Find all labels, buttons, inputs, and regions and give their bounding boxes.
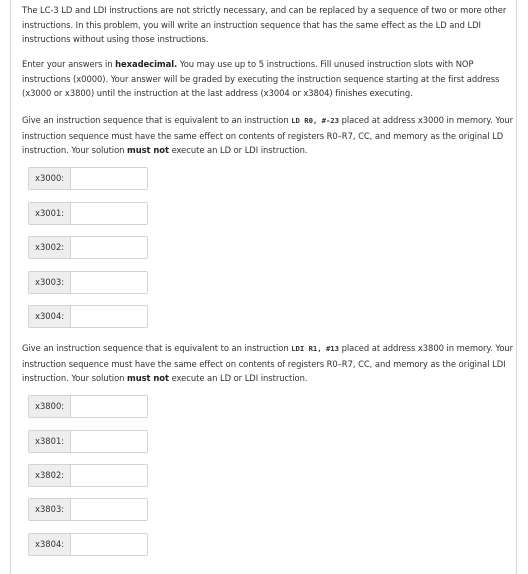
question-1-prompt [22, 113, 514, 158]
address-label: x3004: [29, 306, 71, 327]
question-2-prompt [22, 341, 514, 386]
answer-input-x3803[interactable] [71, 499, 147, 520]
address-label: x3002: [29, 237, 71, 258]
address-label: x3804: [29, 534, 71, 555]
question-1-instruction: LD R0, #-23 [291, 116, 339, 125]
answer-input-x3002[interactable] [71, 237, 147, 258]
answer-input-x3001[interactable] [71, 203, 147, 224]
instructions-text-end: You may use up to 5 instructions. Fill unused instruction slots with NOP instructions (x0000). Your answer will be graded by executing the instruction sequence starting at the first address (x3000 or x3800) until the instruction at the last address (x3004 or x3804) finishes executing. [22, 59, 500, 99]
answer-field-x3804 [28, 533, 148, 556]
answer-input-x3800[interactable] [71, 396, 147, 417]
answer-field-x3002 [28, 236, 148, 259]
hexadecimal-emphasis: hexadecimal. [115, 59, 178, 69]
answer-field-x3001 [28, 202, 148, 225]
instructions-paragraph [22, 57, 514, 101]
question-1-text-b: placed at address x3000 in memory. Your instruction sequence must have the same effect on contents of registers R0–R7, CC, and memory as the original LD instruction. Your solution [22, 115, 514, 156]
question-2-text-c: execute an LD or LDI instruction. [168, 373, 308, 384]
address-label: x3803: [29, 499, 71, 520]
answer-field-x3003 [28, 271, 148, 294]
question-2-instruction: LDI R1, #13 [291, 344, 339, 353]
address-label: x3003: [29, 272, 71, 293]
answer-field-x3800 [28, 395, 148, 418]
answer-field-x3004 [28, 305, 148, 328]
question-1-must-not: must not [127, 145, 169, 156]
answer-input-x3003[interactable] [71, 272, 147, 293]
address-label: x3001: [29, 203, 71, 224]
answer-field-x3802 [28, 464, 148, 487]
answer-field-x3000 [28, 167, 148, 190]
address-label: x3000: [29, 168, 71, 189]
answer-input-x3004[interactable] [71, 306, 147, 327]
answer-field-x3803 [28, 498, 148, 521]
address-label: x3801: [29, 431, 71, 452]
instructions-text-start: Enter your answers in [22, 59, 116, 69]
address-label: x3802: [29, 465, 71, 486]
answer-input-x3801[interactable] [71, 431, 147, 452]
answer-input-x3802[interactable] [71, 465, 147, 486]
question-2-must-not: must not [127, 373, 169, 384]
question-2-text-a: Give an instruction sequence that is equivalent to an instruction [22, 343, 292, 353]
question-1-text-c: execute an LD or LDI instruction. [168, 145, 308, 156]
question-2-text-b: placed at address x3800 in memory. Your instruction sequence must have the same effect on contents of registers R0–R7, CC, and memory as the original LDI instruction. Your solution [22, 343, 514, 384]
answer-input-x3000[interactable] [71, 168, 147, 189]
intro-paragraph [22, 3, 514, 47]
answer-input-x3804[interactable] [71, 534, 147, 555]
question-1-text-a: Give an instruction sequence that is equivalent to an instruction [22, 115, 292, 125]
intro-text: The LC-3 LD and LDI instructions are not strictly necessary, and can be replaced by a sequence of two or more other instructions. In this problem, you will write an instruction sequence that has the same effect as the LD and LDI instructions without using those instructions. [22, 5, 507, 45]
address-label: x3800: [29, 396, 71, 417]
answer-field-x3801 [28, 430, 148, 453]
